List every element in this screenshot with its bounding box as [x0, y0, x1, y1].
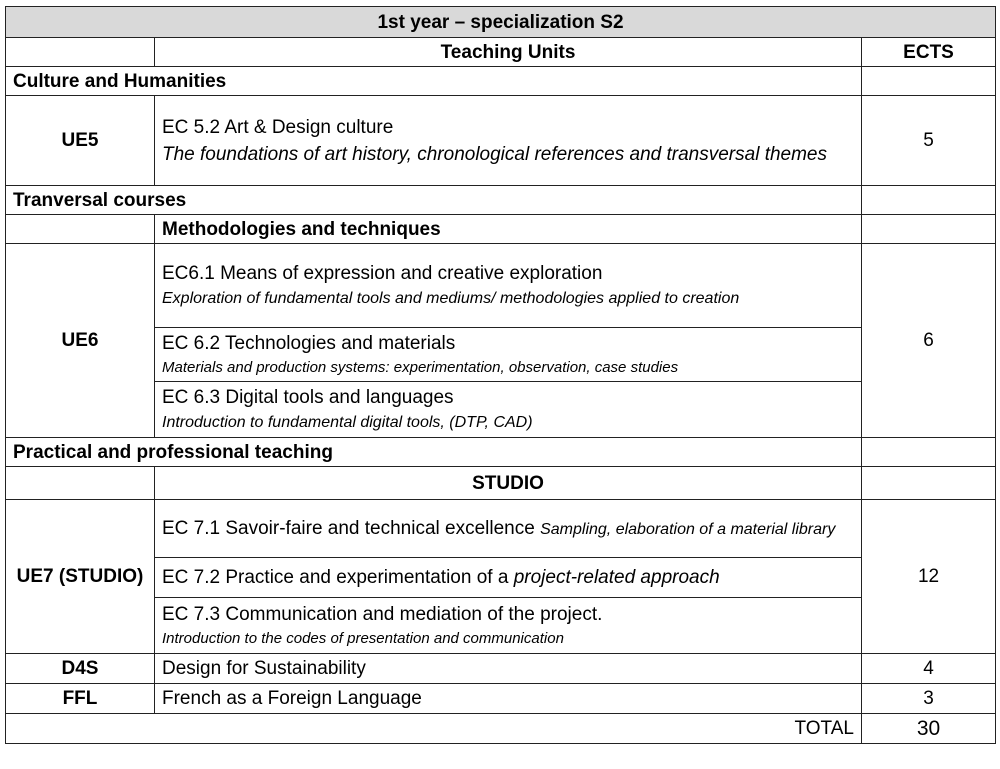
course-desc: Introduction to the codes of presentation and communication: [162, 630, 564, 647]
ue7-course-3: [155, 598, 862, 654]
ffl-code: FFL: [6, 684, 155, 714]
ue7-code: UE7 (STUDIO): [6, 500, 155, 654]
ue6-ects: 6: [862, 244, 996, 438]
ffl-title: French as a Foreign Language: [155, 684, 862, 714]
curriculum-table: [5, 6, 996, 744]
section-practical: Practical and professional teaching: [6, 438, 862, 467]
course-desc: Exploration of fundamental tools and mediums/ methodologies applied to creation: [162, 290, 740, 307]
course-desc: Introduction to fundamental digital tools, (DTP, CAD): [162, 414, 533, 431]
course-title: EC 6.2 Technologies and materials: [162, 333, 456, 354]
course-title: EC 7.3 Communication and mediation of the project.: [162, 604, 603, 625]
ue5-ects: 5: [862, 96, 996, 186]
section-transversal: Tranversal courses: [6, 186, 862, 215]
ue6-code: UE6: [6, 244, 155, 438]
ue6-course-3: [155, 382, 862, 438]
section-culture: Culture and Humanities: [6, 67, 862, 96]
course-title: EC 7.1 Savoir-faire and technical excellence: [162, 517, 535, 539]
ue5-course: [155, 96, 862, 186]
ue5-course-title: EC 5.2 Art & Design culture: [162, 116, 394, 138]
ue5-course-desc: The foundations of art history, chronological references and transversal themes: [162, 143, 827, 165]
ue6-course-1: [155, 244, 862, 328]
ue7-course-2: [155, 558, 862, 598]
d4s-ects: 4: [862, 654, 996, 684]
ue5-code: UE5: [6, 96, 155, 186]
d4s-title: Design for Sustainability: [155, 654, 862, 684]
ue6-course-2: [155, 328, 862, 382]
ffl-ects: 3: [862, 684, 996, 714]
header-blank: [6, 38, 155, 67]
course-desc: project-related approach: [513, 567, 720, 588]
ue7-course-1: [155, 500, 862, 558]
course-title: EC6.1 Means of expression and creative exploration: [162, 263, 603, 284]
header-ects: ECTS: [862, 38, 996, 67]
table-title: 1st year – specialization S2: [6, 7, 996, 38]
header-teaching-units: Teaching Units: [155, 38, 862, 67]
ue6-subheading: Methodologies and techniques: [155, 215, 862, 244]
d4s-code: D4S: [6, 654, 155, 684]
ue7-subheading: STUDIO: [155, 467, 862, 500]
total-label: TOTAL: [6, 714, 862, 744]
course-desc: Materials and production systems: experimentation, observation, case studies: [162, 359, 679, 376]
course-title: EC 6.3 Digital tools and languages: [162, 387, 454, 408]
ue7-ects: 12: [862, 500, 996, 654]
total-value: 30: [862, 714, 996, 744]
course-title: EC 7.2 Practice and experimentation of a: [162, 567, 509, 588]
course-desc: Sampling, elaboration of a material library: [540, 520, 836, 538]
